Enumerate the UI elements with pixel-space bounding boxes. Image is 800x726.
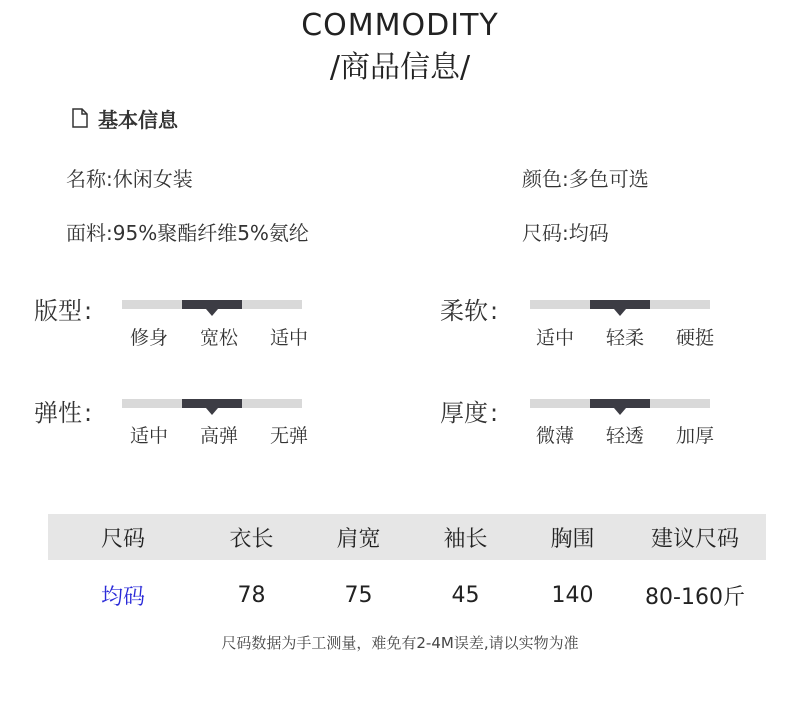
attr-softness-option: 轻柔: [605, 327, 644, 349]
attr-elasticity-pointer-icon: [206, 408, 218, 415]
table-header-cell: 建议尺码: [650, 526, 739, 552]
info-fabric: [66, 217, 309, 246]
info-fabric-value: 95%聚酯纤维5%氨纶: [112, 221, 309, 245]
info-name: [66, 163, 193, 192]
table-cell: 80-160斤: [645, 584, 745, 610]
attr-thickness-option: 轻透: [605, 425, 644, 447]
attr-fit-pointer-icon: [206, 309, 218, 316]
document-icon: [72, 108, 88, 128]
attr-thickness-label: 厚度 :: [440, 393, 498, 428]
info-color-value: 多色可选: [568, 167, 649, 191]
attr-elasticity-option: 无弹: [269, 425, 308, 447]
title-chinese: /商品信息/: [329, 50, 471, 85]
attr-elasticity-option: 高弹: [199, 425, 238, 447]
attr-thickness-options: [520, 421, 730, 448]
table-cell: 140: [551, 582, 594, 608]
attr-softness-options: [520, 323, 730, 350]
attr-thickness-option: 加厚: [675, 425, 714, 447]
attr-thickness-option: 微薄: [535, 425, 574, 447]
info-name-key: 名称 :: [66, 167, 113, 191]
table-cell: 78: [237, 582, 266, 608]
attr-elasticity-selected-segment: [182, 399, 242, 408]
size-table-header: [48, 514, 766, 560]
attr-softness-option: 适中: [535, 327, 574, 349]
table-cell: 45: [451, 582, 480, 608]
basic-info-heading: [72, 106, 178, 130]
attr-fit-option: 修身: [129, 327, 168, 349]
attr-fit-label: 版型 :: [34, 291, 92, 326]
info-fabric-key: 面料 :: [66, 221, 113, 245]
attr-softness-option: 硬挺: [675, 327, 714, 349]
info-color: [522, 163, 649, 192]
attr-thickness-selected-segment: [590, 399, 650, 408]
basic-info-title: 基本信息: [98, 107, 178, 132]
table-cell: 均码: [100, 584, 145, 610]
table-header-cell: 肩宽: [336, 526, 381, 552]
table-header-cell: 胸围: [550, 526, 595, 552]
info-size-value: 均码: [568, 221, 609, 245]
info-name-value: 休闲女装: [112, 167, 193, 191]
attr-fit-selected-segment: [182, 300, 242, 309]
attr-thickness-scale: [530, 399, 710, 408]
attr-fit-scale: [122, 300, 302, 309]
attr-elasticity-option: 适中: [129, 425, 168, 447]
size-table: [48, 514, 766, 630]
attr-softness-label: 柔软 :: [440, 291, 498, 326]
attr-fit-options: [114, 323, 324, 350]
info-color-key: 颜色 :: [522, 167, 569, 191]
measurement-note: 尺码数据为手工测量，难免有2-4M误差,请以实物为准: [221, 634, 579, 652]
table-header-cell: 尺码: [100, 526, 145, 552]
attr-softness-pointer-icon: [614, 309, 626, 316]
table-header-cell: 衣长: [229, 526, 274, 552]
table-header-cell: 袖长: [443, 526, 488, 552]
attr-thickness-pointer-icon: [614, 408, 626, 415]
table-row: [48, 560, 766, 630]
info-size-key: 尺码 :: [522, 221, 569, 245]
title-english: COMMODITY: [301, 8, 499, 43]
attr-elasticity-scale: [122, 399, 302, 408]
table-cell: 75: [344, 582, 373, 608]
attr-elasticity-label: 弹性 :: [34, 393, 92, 428]
attr-softness-selected-segment: [590, 300, 650, 309]
attr-fit-option: 适中: [269, 327, 308, 349]
attr-elasticity-options: [114, 421, 324, 448]
attr-fit-option: 宽松: [199, 327, 238, 349]
info-size: [522, 217, 609, 246]
attr-softness-scale: [530, 300, 710, 309]
